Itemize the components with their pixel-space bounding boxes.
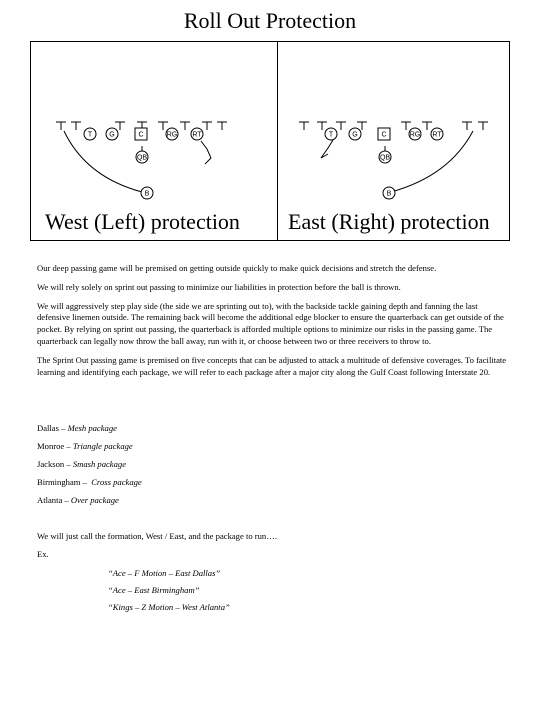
west-protection-caption: West (Left) protection: [45, 209, 240, 234]
block-mark: [317, 122, 327, 130]
svg-text:T: T: [328, 131, 334, 139]
player-RG: [409, 128, 421, 140]
west-positions: [84, 128, 203, 199]
block-mark: [158, 122, 168, 130]
paragraph: We will aggressively step play side (the side we are sprinting out to), with the backside tackle gaining depth and fanning the last defensive linemen outside. The remaining back will become the additional edge blocker to ensure the quarterback can get outside of the pocket. By relying on sprint out passing, the quarterback is afforded multiple options to minimize our risks in the passing game. The quarterback can legally now throw the ball away, run with it, or choose between two or three receivers to throw to.: [37, 300, 504, 346]
paragraph: Our deep passing game will be premised on getting outside quickly to make quick decisions and stretch the defense.: [37, 263, 437, 273]
player-G: [349, 128, 361, 140]
block-mark: [478, 122, 488, 130]
player-B: [141, 187, 153, 199]
player-RT: [431, 128, 443, 140]
route-line: [201, 141, 211, 164]
paragraph: The Sprint Out passing game is premised on five concepts that can be adjusted to attack a multitude of defensive coverages. To facilitate learning and identifying each package, we will refer to each package after a major city along the Gulf Coast following Interstate 20.: [37, 354, 507, 377]
package-item: Dallas – Mesh package: [37, 423, 117, 433]
block-mark: [401, 122, 411, 130]
block-mark: [422, 122, 432, 130]
package-item: Atlanta – Over package: [37, 495, 119, 505]
example-list: [108, 568, 230, 619]
package-item: Birmingham – Cross package: [37, 477, 142, 487]
svg-text:RT: RT: [192, 131, 202, 139]
package-item: Monroe – Triangle package: [37, 441, 133, 451]
player-B: [383, 187, 395, 199]
example-item: “Ace – F Motion – East Dallas”: [108, 568, 221, 578]
route-line: [64, 131, 142, 192]
svg-text:B: B: [386, 190, 392, 198]
east-protection-caption: East (Right) protection: [288, 209, 490, 234]
player-T: [84, 128, 96, 140]
package-item: Jackson – Smash package: [37, 459, 127, 469]
player-T: [325, 128, 337, 140]
svg-text:G: G: [109, 131, 115, 139]
package-list: [37, 423, 142, 513]
player-G: [106, 128, 118, 140]
svg-text:QB: QB: [136, 154, 148, 162]
example-item: “Ace – East Birmingham”: [108, 585, 200, 595]
block-mark: [71, 122, 81, 130]
player-RG: [166, 128, 178, 140]
example-item: “Kings – Z Motion – West Atlanta”: [108, 602, 230, 612]
player-RT: [191, 128, 203, 140]
block-mark: [180, 122, 190, 130]
svg-text:B: B: [144, 190, 150, 198]
body-text: [37, 263, 512, 385]
block-mark: [336, 122, 346, 130]
block-mark: [115, 122, 125, 130]
route-line: [321, 140, 333, 158]
svg-text:RG: RG: [409, 131, 421, 139]
block-mark: [202, 122, 212, 130]
route-line: [391, 131, 473, 192]
block-mark: [217, 122, 227, 130]
svg-text:RT: RT: [432, 131, 442, 139]
svg-text:C: C: [138, 131, 144, 139]
svg-text:G: G: [352, 131, 358, 139]
closing-text: We will just call the formation, West / East, and the package to run….: [37, 531, 277, 541]
block-mark: [462, 122, 472, 130]
svg-text:C: C: [381, 131, 387, 139]
page-title: Roll Out Protection: [183, 8, 357, 33]
east-positions: [325, 128, 443, 199]
block-mark: [56, 122, 66, 130]
paragraph: We will rely solely on sprint out passing to minimize our liabilities in protection before the ball is thrown.: [37, 281, 401, 292]
svg-text:T: T: [87, 131, 93, 139]
example-label: Ex.: [37, 549, 49, 559]
svg-text:RG: RG: [166, 131, 178, 139]
player-QB: [136, 151, 148, 163]
block-mark: [299, 122, 309, 130]
player-QB: [379, 151, 391, 163]
svg-text:QB: QB: [379, 154, 391, 162]
